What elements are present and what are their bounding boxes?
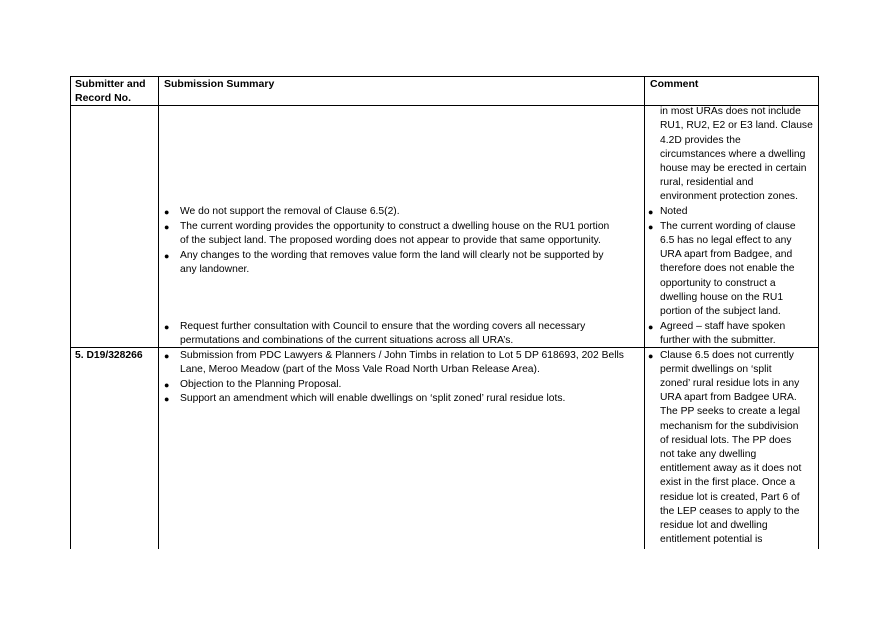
comment-bullet: 6.5 has no legal effect to any xyxy=(660,235,792,246)
comment-bullet: entitlement potential is xyxy=(660,534,763,545)
comment-continued-line: house may be erected in certain xyxy=(660,163,807,174)
bullet-icon: ● xyxy=(164,222,170,232)
header-submitter-line-1: Submitter and xyxy=(75,78,146,90)
summary-bullet: any landowner. xyxy=(180,264,250,275)
bullet-icon: ● xyxy=(648,322,654,332)
comment-bullet: opportunity to construct a xyxy=(660,278,776,289)
summary-bullet: Submission from PDC Lawyers & Planners / John Timbs in relation to Lot 5 DP 618693, 202 Bells xyxy=(180,350,624,361)
comment-bullet: of residual lots. The PP does xyxy=(660,435,792,446)
comment-bullet: The PP seeks to create a legal xyxy=(660,406,801,417)
comment-bullet: The current wording of clause xyxy=(660,221,796,232)
comment-bullet: not take any dwelling xyxy=(660,449,757,460)
comment-bullet: residue lot is created, Part 6 of xyxy=(660,492,800,503)
bullet-icon: ● xyxy=(164,207,170,217)
bullet-icon: ● xyxy=(648,351,654,361)
comment-continued-line: environment protection zones. xyxy=(660,191,798,202)
bullet-icon: ● xyxy=(648,207,654,217)
comment-bullet: Noted xyxy=(660,206,688,217)
summary-bullet: Support an amendment which will enable dwellings on ‘split zoned’ rural residue lots. xyxy=(180,393,566,404)
comment-bullet: Agreed – staff have spoken xyxy=(660,321,786,332)
header-submitter-line-2: Record No. xyxy=(75,92,132,104)
column-divider-1 xyxy=(158,76,159,549)
comment-bullet: permit dwellings on ‘split xyxy=(660,364,772,375)
comment-bullet: entitlement away as it does not xyxy=(660,463,802,474)
header-comment: Comment xyxy=(650,78,699,90)
summary-bullet: of the subject land. The proposed wording does not appear to provide that same opportunity. xyxy=(180,235,601,246)
comment-bullet: URA apart from Badgee, and xyxy=(660,249,793,260)
comment-bullet: the LEP ceases to apply to the xyxy=(660,506,800,517)
row5-submitter: 5. D19/328266 xyxy=(75,350,143,361)
comment-continued-line: circumstances where a dwelling xyxy=(660,149,806,160)
comment-bullet: Clause 6.5 does not currently xyxy=(660,350,794,361)
comment-bullet: URA apart from Badgee URA. xyxy=(660,392,797,403)
summary-bullet: The current wording provides the opportunity to construct a dwelling house on the RU1 portion xyxy=(180,221,610,232)
comment-bullet: residue lot and dwelling xyxy=(660,520,768,531)
bullet-icon: ● xyxy=(648,222,654,232)
comment-continued-line: rural, residential and xyxy=(660,177,754,188)
comment-continued-line: in most URAs does not include xyxy=(660,106,801,117)
summary-bullet: permutations and combinations of the current situations across all URA’s. xyxy=(180,335,514,346)
comment-bullet: portion of the subject land. xyxy=(660,306,781,317)
summary-bullet: We do not support the removal of Clause 6.5(2). xyxy=(180,206,400,217)
comment-continued-line: 4.2D provides the xyxy=(660,135,741,146)
comment-bullet: zoned’ rural residue lots in any xyxy=(660,378,800,389)
comment-bullet: dwelling house on the RU1 xyxy=(660,292,784,303)
summary-bullet: Any changes to the wording that removes value form the land will clearly not be supported by xyxy=(180,250,604,261)
header-summary: Submission Summary xyxy=(164,78,275,90)
summary-bullet: Lane, Meroo Meadow (part of the Moss Vale Road North Urban Release Area). xyxy=(180,364,540,375)
summary-bullet: Request further consultation with Council to ensure that the wording covers all necessary xyxy=(180,321,586,332)
column-divider-2 xyxy=(644,76,645,549)
summary-bullet: Objection to the Planning Proposal. xyxy=(180,379,342,390)
table-left-border xyxy=(70,76,71,549)
bullet-icon: ● xyxy=(164,380,170,390)
table-right-border xyxy=(818,76,819,549)
bullet-icon: ● xyxy=(164,322,170,332)
comment-bullet: further with the submitter. xyxy=(660,335,776,346)
bullet-icon: ● xyxy=(164,251,170,261)
comment-bullet: exist in the first place. Once a xyxy=(660,477,796,488)
bullet-icon: ● xyxy=(164,394,170,404)
comment-bullet: therefore does not enable the xyxy=(660,263,795,274)
comment-continued-line: RU1, RU2, E2 or E3 land. Clause xyxy=(660,120,813,131)
bullet-icon: ● xyxy=(164,351,170,361)
comment-bullet: mechanism for the subdivision xyxy=(660,421,799,432)
